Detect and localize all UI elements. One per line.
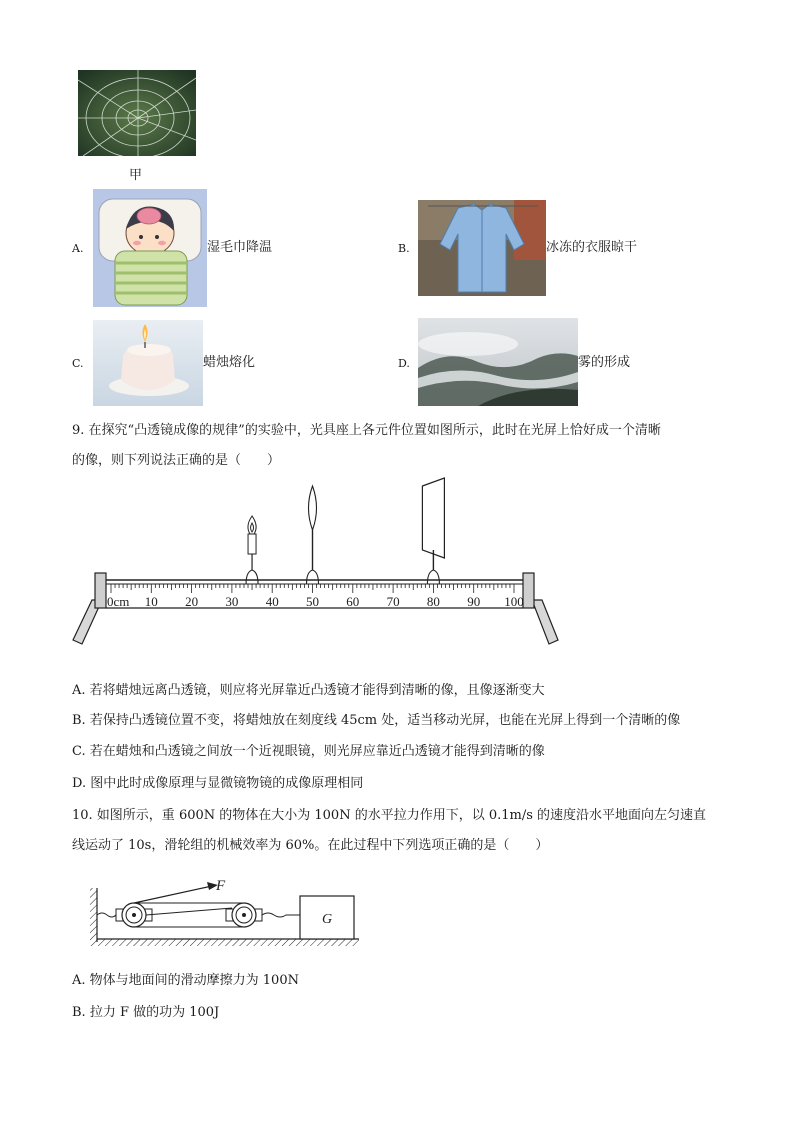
q9-option-a: A. 若将蜡烛远离凸透镜，则应将光屏靠近凸透镜才能得到清晰的像，且像逐渐变大	[72, 683, 545, 698]
q10-stem-line2: 线运动了 10s，滑轮组的机械效率为 60%。在此过程中下列选项正确的是（ ）	[72, 838, 549, 853]
movable-pulley	[226, 903, 262, 927]
q9-option-d: D. 图中此时成像原理与显微镜物镜的成像原理相同	[72, 776, 364, 791]
option-a-text: 湿毛巾降温	[207, 240, 273, 255]
option-c-letter: C.	[72, 357, 84, 370]
option-c-text: 蜡烛熔化	[203, 355, 256, 370]
ruler-label: 30	[225, 594, 239, 609]
melting-candle-photo	[93, 320, 203, 406]
q9-option-b: B. 若保持凸透镜位置不变，将蜡烛放在刻度线 45cm 处，适当移动光屏，也能在光屏上得到一个清晰的像	[72, 713, 681, 728]
component-holder	[246, 570, 258, 584]
ruler-label: 80	[426, 594, 440, 609]
bench-right-post	[523, 573, 534, 608]
ruler-labels	[107, 594, 524, 609]
option-b-text: 冰冻的衣服晾干	[546, 240, 638, 255]
frozen-shirt-photo	[418, 200, 546, 296]
ruler-label: 10	[144, 594, 158, 609]
option-d-text: 雾的形成	[578, 355, 631, 370]
ruler-label: 70	[386, 594, 400, 609]
force-label-f: F	[216, 878, 226, 894]
q9-option-c: C. 若在蜡烛和凸透镜之间放一个近视眼镜，则光屏应靠近凸透镜才能得到清晰的像	[72, 744, 545, 759]
option-b-letter: B.	[398, 242, 410, 255]
ruler-label: 50	[306, 594, 319, 609]
candle	[248, 516, 256, 570]
q10-stem-line1: 10. 如图所示，重 600N 的物体在大小为 100N 的水平拉力作用下，以 0.1m/s 的速度沿水平地面向左匀速直	[72, 808, 707, 823]
block-label-g: G	[322, 912, 333, 927]
wall	[90, 888, 97, 946]
ruler-label: 40	[265, 594, 279, 609]
q10-option-a: A. 物体与地面间的滑动摩擦力为 100N	[72, 973, 299, 988]
ruler-label: 20	[185, 594, 199, 609]
component-holder	[307, 570, 319, 584]
ground	[97, 939, 359, 946]
bench-left-post	[95, 573, 106, 608]
component-holder	[427, 570, 439, 584]
ruler-label: 100	[504, 594, 524, 609]
ruler-label: 90	[467, 594, 481, 609]
ruler-ticks	[111, 584, 514, 593]
spider-web-photo	[78, 70, 196, 156]
option-a-letter: A.	[72, 242, 84, 255]
q10-option-b: B. 拉力 F 做的功为 100J	[72, 1005, 220, 1020]
q9-stem-line2: 的像，则下列说法正确的是（ ）	[72, 453, 281, 468]
ruler-label: 0cm	[107, 594, 130, 609]
ruler-label: 60	[346, 594, 360, 609]
figure-caption-jia: 甲	[129, 168, 143, 183]
option-d-letter: D.	[398, 357, 410, 370]
sleeping-child-illustration	[93, 189, 207, 307]
fog-mountain-photo	[418, 318, 578, 406]
optical-bench-diagram	[68, 476, 568, 646]
q9-stem-line1: 9. 在探究“凸透镜成像的规律”的实验中，光具座上各元件位置如图所示，此时在光屏上恰好成一个清晰	[72, 423, 661, 438]
component-holders	[246, 570, 439, 584]
pull-force-arrow	[134, 886, 212, 903]
convex-lens	[309, 486, 317, 570]
light-screen	[422, 478, 444, 570]
pulley-system-diagram	[88, 878, 368, 950]
